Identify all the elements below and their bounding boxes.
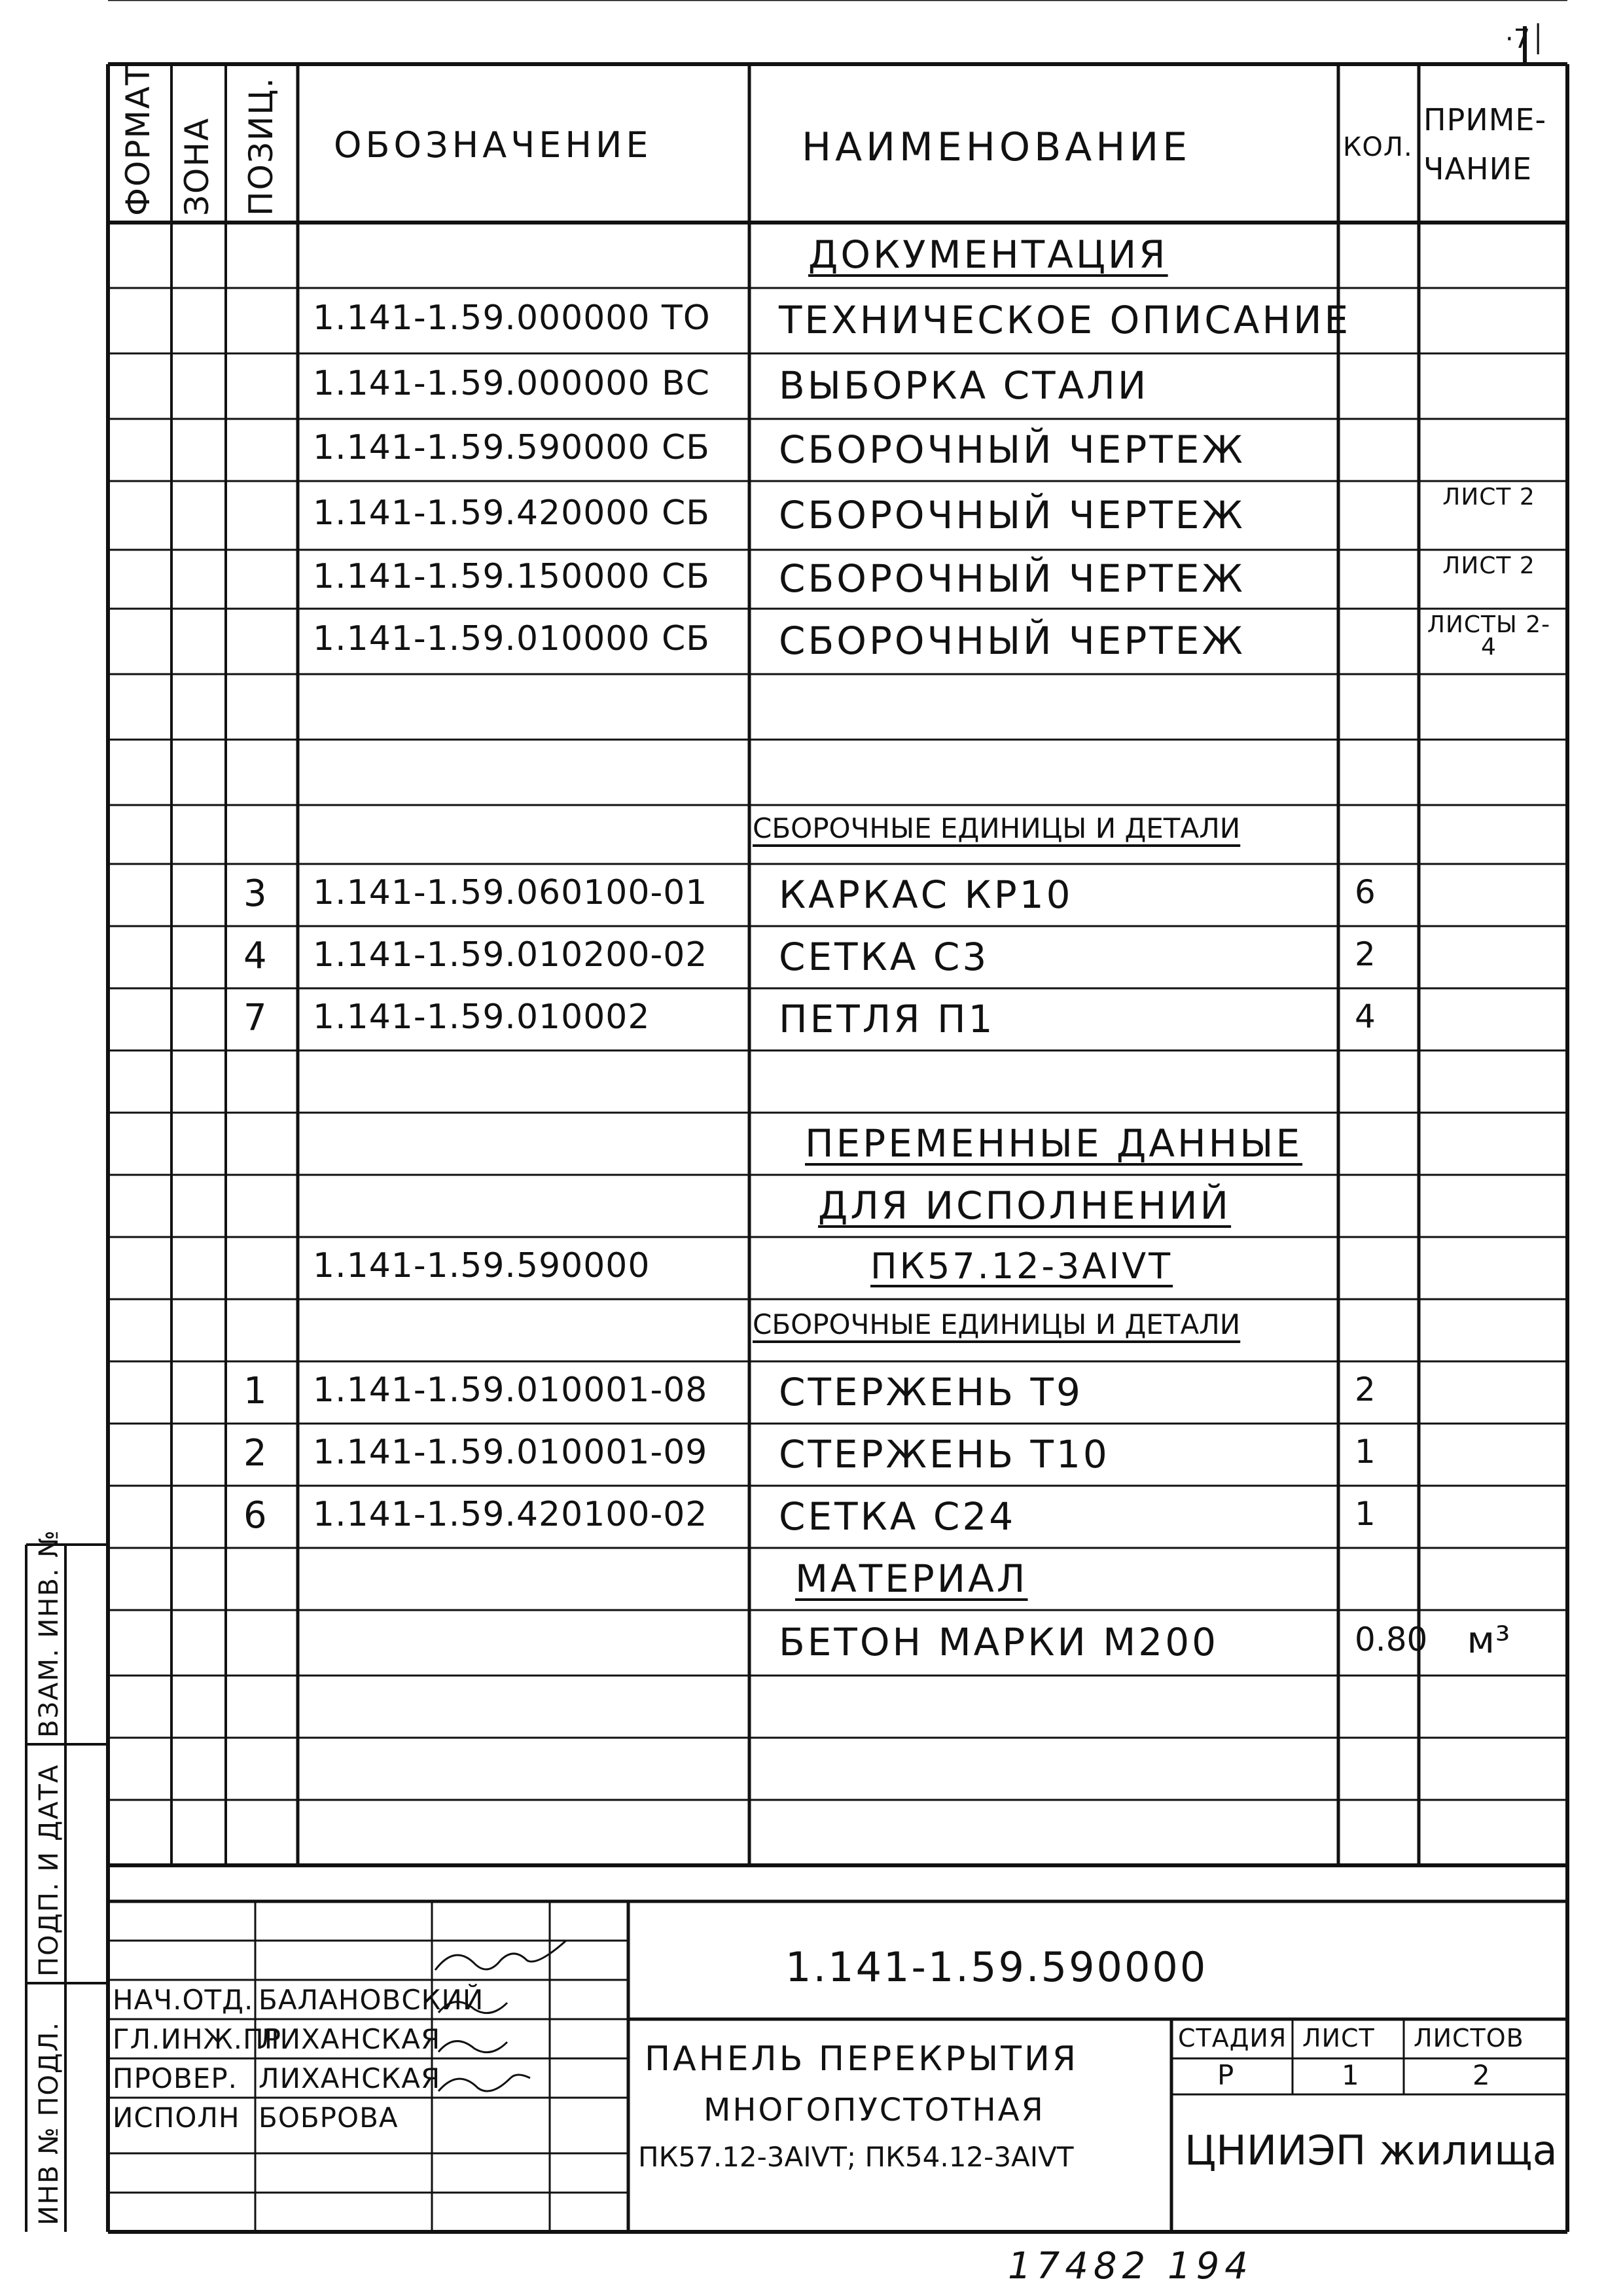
row-qty: 2 [1355, 935, 1376, 973]
row-code: 1.141-1.59.010000 СБ [313, 619, 710, 658]
row-note: ЛИСТ 2 [1442, 484, 1535, 511]
side-label-podp-data: ПОДП. И ДАТА [34, 1763, 64, 1977]
row-note: ЛИСТЫ 2-4 [1427, 611, 1551, 661]
signer-name: ЛИХАНСКАЯ [259, 2023, 441, 2055]
col-format-header: ФОРМАТ [119, 63, 157, 216]
row-name: СБОРОЧНЫЙ ЧЕРТЕЖ [779, 619, 1245, 663]
sheets-label: ЛИСТОВ [1414, 2024, 1524, 2053]
row-name: СЕТКА С24 [779, 1494, 1016, 1539]
row-code: 1.141-1.59.590000 [313, 1246, 651, 1285]
row-name: ПК57.12-3АIVТ [870, 1245, 1173, 1287]
row-name: БЕТОН МАРКИ М200 [779, 1620, 1219, 1664]
organization: ЦНИИЭП жилища [1185, 2126, 1558, 2174]
doc-code: 1.141-1.59.590000 [785, 1943, 1208, 1991]
row-name: МАТЕРИАЛ [795, 1556, 1028, 1601]
row-pos: 7 [243, 996, 267, 1039]
side-label-vzam-inv: ВЗАМ. ИНВ. № [34, 1529, 64, 1738]
sheet-value: 1 [1342, 2059, 1360, 2091]
row-code: 1.141-1.59.420100-02 [313, 1494, 708, 1534]
title-line-3: ПК57.12-3АIVТ; ПК54.12-3АIVТ [638, 2141, 1074, 2173]
row-name: ДОКУМЕНТАЦИЯ [808, 232, 1168, 277]
row-code: 1.141-1.59.010001-09 [313, 1432, 708, 1472]
row-code: 1.141-1.59.010002 [313, 997, 651, 1037]
row-name: СБОРОЧНЫЙ ЧЕРТЕЖ [779, 556, 1245, 601]
row-name: СБОРОЧНЫЕ ЕДИНИЦЫ И ДЕТАЛИ [753, 1308, 1241, 1340]
row-code: 1.141-1.59.010200-02 [313, 935, 708, 975]
row-name: СТЕРЖЕНЬ Т10 [779, 1431, 1110, 1477]
row-code: 1.141-1.59.000000 ВС [313, 364, 710, 403]
signer-name: ЛИХАНСКАЯ [259, 2062, 441, 2094]
signer-name: БАЛАНОВСКИЙ [259, 1984, 484, 2016]
row-qty: 1 [1355, 1432, 1376, 1471]
sheet-label: ЛИСТ [1302, 2024, 1375, 2053]
row-name: ПЕТЛЯ П1 [779, 996, 995, 1041]
signer-role: ПРОВЕР. [113, 2062, 238, 2094]
stage-value: Р [1217, 2059, 1235, 2091]
signer-role: ГЛ.ИНЖ.ПР [113, 2023, 282, 2055]
archive-number: 17482 194 [1008, 2245, 1253, 2287]
col-note-header-2: ЧАНИЕ [1423, 151, 1533, 187]
signer-role: НАЧ.ОТД. [113, 1984, 254, 2016]
stage-label: СТАДИЯ [1178, 2024, 1287, 2053]
corner-mark: ·7│ [1505, 24, 1546, 54]
signer-name: БОБРОВА [259, 2102, 399, 2134]
row-pos: 4 [243, 934, 267, 977]
row-name: СБОРОЧНЫЕ ЕДИНИЦЫ И ДЕТАЛИ [753, 812, 1241, 844]
row-pos: 1 [243, 1369, 267, 1412]
row-code: 1.141-1.59.590000 СБ [313, 427, 710, 467]
row-name: ДЛЯ ИСПОЛНЕНИЙ [818, 1183, 1232, 1228]
signer-role: ИСПОЛН [113, 2102, 240, 2134]
row-name: ВЫБОРКА СТАЛИ [779, 363, 1149, 408]
col-position-header: ПОЗИЦ. [242, 76, 280, 216]
side-label-inv-podl: ИНВ № ПОДЛ. [34, 2020, 64, 2225]
row-pos: 3 [243, 872, 267, 915]
row-name: ТЕХНИЧЕСКОЕ ОПИСАНИЕ [779, 298, 1351, 342]
row-code: 1.141-1.59.060100-01 [313, 872, 708, 912]
row-code: 1.141-1.59.150000 СБ [313, 557, 710, 596]
col-designation-header: ОБОЗНАЧЕНИЕ [334, 124, 652, 166]
row-code: 1.141-1.59.000000 ТО [313, 298, 711, 338]
row-qty: 0.80 [1355, 1621, 1428, 1659]
row-name: СТЕРЖЕНЬ Т9 [779, 1369, 1083, 1414]
row-name: СБОРОЧНЫЙ ЧЕРТЕЖ [779, 427, 1245, 472]
row-name: ПЕРЕМЕННЫЕ ДАННЫЕ [805, 1121, 1303, 1166]
col-name-header: НАИМЕНОВАНИЕ [802, 124, 1192, 170]
row-name: КАРКАС КР10 [779, 872, 1073, 917]
row-code: 1.141-1.59.010001-08 [313, 1370, 708, 1410]
row-qty: 2 [1355, 1370, 1376, 1408]
row-qty: 4 [1355, 997, 1376, 1035]
row-note: м³ [1467, 1619, 1511, 1662]
sheets-value: 2 [1472, 2059, 1491, 2091]
title-line-2: МНОГОПУСТОТНАЯ [704, 2092, 1045, 2128]
col-zone-header: ЗОНА [178, 117, 216, 216]
row-note: ЛИСТ 2 [1442, 552, 1535, 579]
title-line-1: ПАНЕЛЬ ПЕРЕКРЫТИЯ [645, 2039, 1079, 2079]
row-qty: 6 [1355, 872, 1376, 911]
col-qty-header: КОЛ. [1343, 132, 1413, 162]
col-note-header-1: ПРИМЕ- [1423, 102, 1547, 137]
row-name: СБОРОЧНЫЙ ЧЕРТЕЖ [779, 492, 1245, 537]
row-name: СЕТКА С3 [779, 934, 990, 979]
row-pos: 2 [243, 1431, 267, 1475]
row-pos: 6 [243, 1494, 267, 1537]
row-code: 1.141-1.59.420000 СБ [313, 493, 710, 533]
row-qty: 1 [1355, 1494, 1376, 1533]
